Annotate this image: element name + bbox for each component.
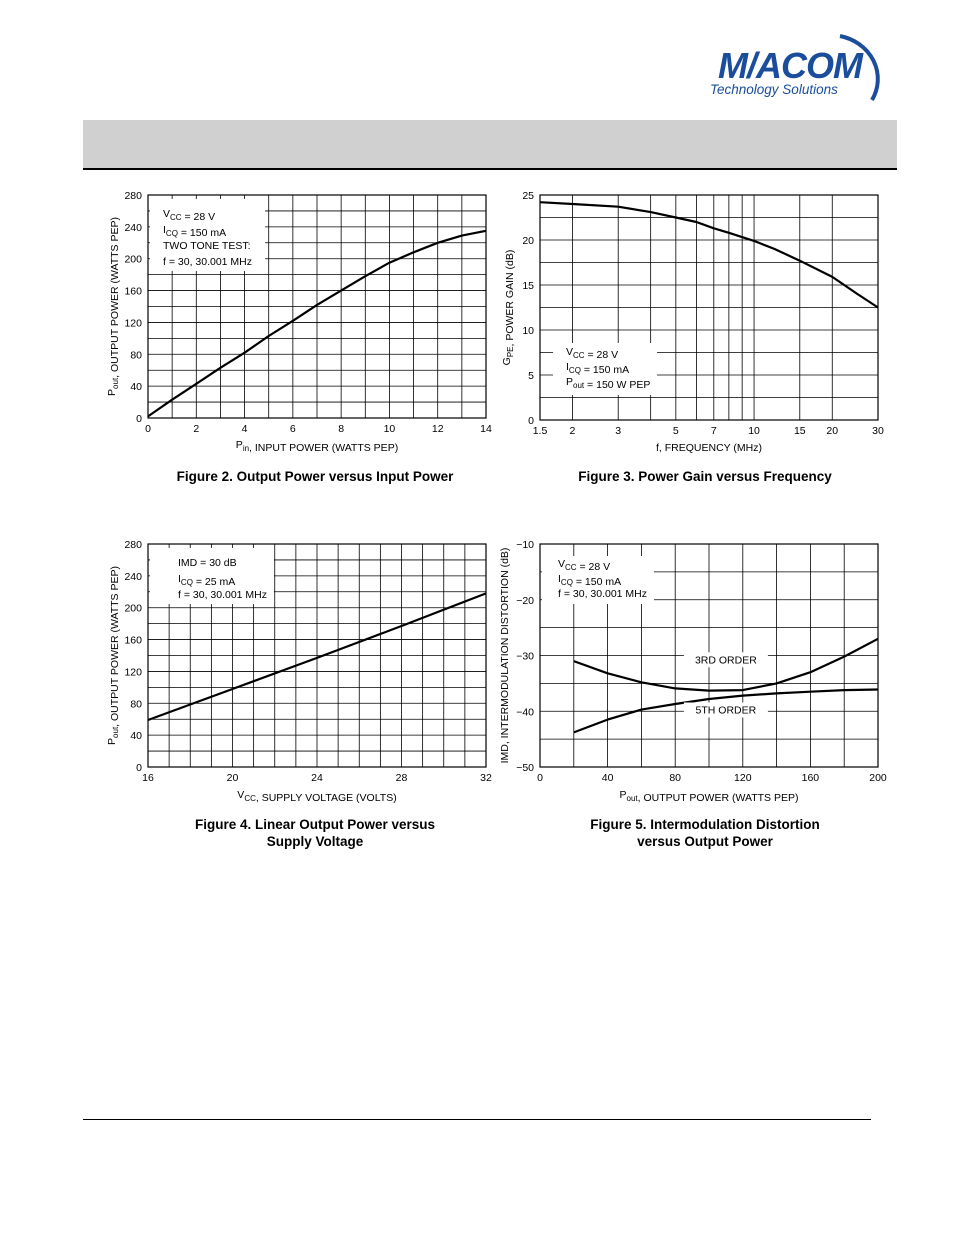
logo-tagline: Technology Solutions [710,82,838,97]
x-tick-label: 0 [537,772,543,784]
y-tick-label: 240 [124,570,142,583]
x-tick-label: 32 [480,772,492,784]
fig2-annotation-line: TWO TONE TEST: [163,240,251,252]
fig2-caption: Figure 2. Output Power versus Input Power [176,469,454,484]
x-tick-label: 10 [383,423,396,435]
y-tick-label: 0 [136,413,142,425]
fig3-caption: Figure 3. Power Gain versus Frequency [578,469,832,484]
fig4-annotation-line: $I_{CQ} = 25$ mA [178,573,236,588]
y-tick-label: −50 [516,762,534,774]
x-tick-label: 30 [872,425,884,437]
x-tick-label: 12 [431,423,444,435]
y-tick-label: 40 [130,730,142,743]
y-tick-label: −40 [516,706,534,719]
fig2-annotation-line: f = 30, 30.001 MHz [163,256,253,268]
x-tick-label: 0 [145,423,151,435]
series-label-5th-order: 5TH ORDER [695,704,757,717]
y-tick-label: 10 [522,325,534,337]
fig3-annotation-line: $V_{CC} = 28$ V [566,346,619,361]
y-tick-label: 280 [124,539,142,551]
x-tick-label: 16 [142,772,154,784]
fig3-annotation-line: $I_{CQ} = 150$ mA [566,361,630,376]
fig2-annotation-line: $I_{CQ} = 150$ mA [163,224,227,239]
y-tick-label: 5 [528,370,534,382]
x-tick-label: 8 [338,423,345,435]
x-tick-label: 15 [793,425,806,437]
x-tick-label: 10 [748,425,760,437]
x-tick-label: 20 [226,772,239,784]
fig2-annotation-line: $V_{CC} = 28$ V [163,208,216,223]
x-tick-label: 20 [826,425,839,437]
x-tick-label: 7 [710,425,717,437]
x-tick-label: 24 [311,772,323,784]
x-tick-label: 160 [801,772,820,784]
fig4-caption: Figure 4. Linear Output Power versus Supply Voltage [194,817,436,849]
x-tick-label: 40 [601,772,614,784]
y-tick-label: 240 [124,221,142,234]
fig5-ylabel: IMD, INTERMODULATION DISTORTION (dB) [499,547,511,764]
y-tick-label: 40 [130,381,142,394]
series-label-3rd-order: 3RD ORDER [694,654,757,667]
x-tick-label: 2 [569,425,576,437]
fig5-caption: Figure 5. Intermodulation Distortion versus Output Power [590,817,820,849]
y-tick-label: 25 [522,190,534,202]
y-tick-label: 0 [528,415,534,427]
y-tick-label: 0 [136,762,142,774]
x-tick-label: 200 [869,772,887,784]
x-tick-label: 6 [289,423,296,435]
y-tick-label: 280 [124,190,142,202]
logo-wordmark: M/ACOM [718,45,862,86]
x-tick-label: 4 [241,423,248,435]
x-tick-label: 80 [669,772,682,784]
x-tick-label: 28 [395,772,408,784]
y-tick-label: 120 [124,317,142,330]
fig4-annotation-line: f = 30, 30.001 MHz [178,589,268,601]
footer-rule [83,1119,871,1120]
fig3-ylabel: $G_{PE}$, POWER GAIN (dB) [501,249,516,366]
fig5-annotation-line: $V_{CC} = 28$ V [558,558,611,573]
x-tick-label: 3 [615,425,622,437]
x-tick-label: 2 [193,423,200,435]
y-tick-label: −10 [516,539,534,551]
y-tick-label: −30 [516,650,534,663]
y-tick-label: 160 [124,634,142,647]
y-tick-label: −20 [516,594,534,607]
x-tick-label: 1.5 [532,425,548,437]
fig4-ylabel: $P_{out}$, OUTPUT POWER (WATTS PEP) [106,566,121,745]
y-tick-label: 200 [124,602,142,615]
fig4-annotation-line: IMD = 30 dB [178,557,237,569]
fig3-xlabel: f, FREQUENCY (MHz) [656,442,762,454]
y-tick-label: 200 [124,253,142,266]
fig2-xlabel: $P_{in}$, INPUT POWER (WATTS PEP) [235,439,399,454]
y-tick-label: 120 [124,666,142,679]
y-tick-label: 160 [124,285,142,298]
y-tick-label: 80 [130,698,142,711]
fig5-annotation-line: f = 30, 30.001 MHz [558,588,648,600]
y-tick-label: 80 [130,349,142,362]
y-tick-label: 20 [522,235,534,247]
x-tick-label: 120 [734,772,752,784]
fig5-xlabel: $P_{out}$, OUTPUT POWER (WATTS PEP) [619,789,799,804]
fig5-annotation-line: $I_{CQ} = 150$ mA [558,573,622,588]
fig2-ylabel: $P_{out}$, OUTPUT POWER (WATTS PEP) [106,217,121,396]
fig3-annotation-line: $P_{out} = 150$ W PEP [566,376,651,391]
x-tick-label: 14 [480,423,492,435]
y-tick-label: 15 [522,280,534,292]
fig4-xlabel: $V_{CC}$, SUPPLY VOLTAGE (VOLTS) [237,789,397,804]
x-tick-label: 5 [672,425,679,437]
